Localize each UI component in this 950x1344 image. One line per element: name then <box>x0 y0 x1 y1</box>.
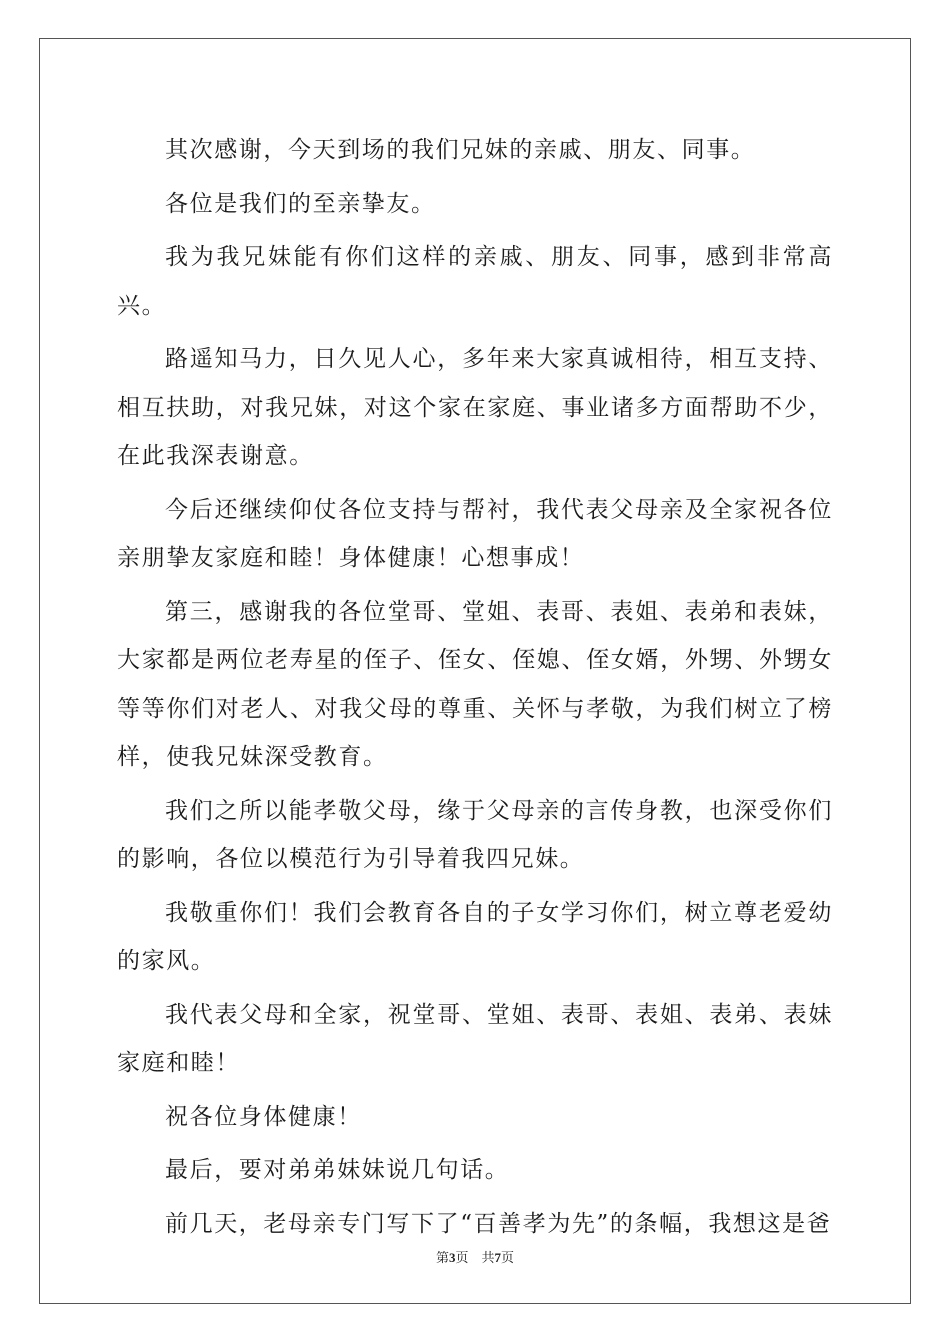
document-body <box>117 126 833 1253</box>
paragraph-9: 我代表父母和全家，祝堂哥、堂姐、表哥、表姐、表弟、表妹家庭和睦！ <box>117 1001 833 1076</box>
page-footer <box>0 1247 950 1266</box>
paragraph-11: 最后，要对弟弟妹妹说几句话。 <box>165 1157 510 1183</box>
paragraph-7: 我们之所以能孝敬父母，缘于父母亲的言传身教，也深受你们的影响，各位以模范行为引导着我四兄妹。 <box>117 797 833 872</box>
footer-suffix: 页 <box>501 1251 515 1266</box>
current-page-number: 3 <box>448 1250 456 1265</box>
paragraph-3: 我为我兄妹能有你们这样的亲戚、朋友、同事，感到非常高兴。 <box>117 244 833 319</box>
footer-prefix: 第 <box>435 1251 449 1266</box>
footer-middle: 页 共 <box>455 1251 495 1266</box>
paragraph-6: 第三，感谢我的各位堂哥、堂姐、表哥、表姐、表弟和表妹，大家都是两位老寿星的侄子、侄女、侄媳、侄女婿，外甥、外甥女等等你们对老人、对我父母的尊重、关怀与孝敬，为我们树立了榜样，使我兄妹深受教育。 <box>117 598 833 770</box>
paragraph-2: 各位是我们的至亲挚友。 <box>165 190 436 217</box>
paragraph-1: 其次感谢，今天到场的我们兄妹的亲戚、朋友、同事。 <box>165 137 756 163</box>
paragraph-12: 前几天，老母亲专门写下了“百善孝为先”的条幅，我想这是爸 <box>165 1210 832 1237</box>
paragraph-8: 我敬重你们！我们会教育各自的子女学习你们，树立尊老爱幼的家风。 <box>117 899 833 974</box>
paragraph-4: 路遥知马力，日久见人心，多年来大家真诚相待，相互支持、相互扶助，对我兄妹，对这个家在家庭、事业诸多方面帮助不少，在此我深表谢意。 <box>117 346 833 469</box>
total-page-count: 7 <box>494 1250 501 1265</box>
paragraph-5: 今后还继续仰仗各位支持与帮衬，我代表父母亲及全家祝各位亲朋挚友家庭和睦！身体健康！心想事成！ <box>117 496 833 571</box>
paragraph-10: 祝各位身体健康！ <box>165 1103 362 1130</box>
